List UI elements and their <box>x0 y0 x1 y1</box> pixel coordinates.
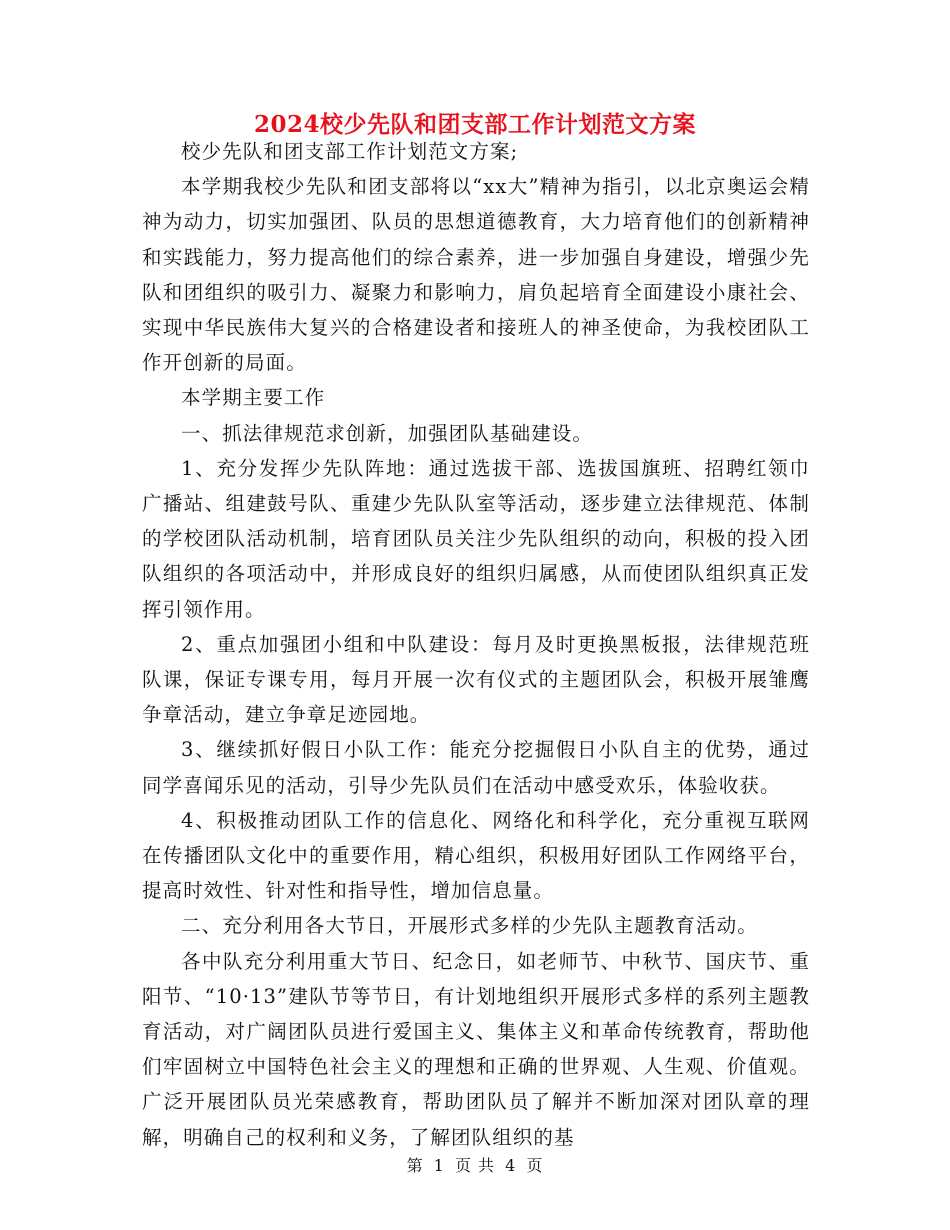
footer-total-pages: 4 <box>505 1156 517 1175</box>
footer-page-number: 1 <box>433 1156 445 1175</box>
paragraph-item-4: 4、积极推动团队工作的信息化、网络化和科学化，充分重视互联网在传播团队文化中的重要作用，精心组织，积极用好团队工作网络平台，提高时效性、针对性和指导性，增加信息量。 <box>142 808 810 903</box>
section-heading-main-work: 本学期主要工作 <box>181 386 326 410</box>
paragraph-item-3: 3、继续抓好假日小队工作：能充分挖掘假日小队自主的优势，通过同学喜闻乐见的活动，引导少先队员们在活动中感受欢乐，体验收获。 <box>142 738 810 797</box>
paragraph-item-1: 1、充分发挥少先队阵地：通过选拔干部、选拔国旗班、招聘红领巾广播站、组建鼓号队、重建少先队队室等活动，逐步建立法律规范、体制的学校团队活动机制，培育团队员关注少先队组织的动向，积极的投入团队组织的各项活动中，并形成良好的组织归属感，从而使团队组织真正发挥引领作用。 <box>142 456 810 621</box>
paragraph-item-2: 2、重点加强团小组和中队建设：每月及时更换黑板报，法律规范班队课，保证专课专用，每月开展一次有仪式的主题团队会，积极开展雏鹰争章活动，建立争章足迹园地。 <box>142 632 810 727</box>
document-title: 2024校少先队和团支部工作计划范文方案 <box>253 111 696 138</box>
section-heading-2: 二、充分利用各大节日，开展形式多样的少先队主题教育活动。 <box>181 914 758 938</box>
paragraph-festivals: 各中队充分利用重大节日、纪念日，如老师节、中秋节、国庆节、重阳节、“10·13”建队节等节日，有计划地组织开展形式多样的系列主题教育活动，对广阔团队员进行爱国主义、集体主义和革命传统教育，帮助他们牢固树立中国特色社会主义的理想和正确的世界观、人生观、价值观。广泛开展团队员光荣感教育，帮助团队员了解并不断加深对团队章的理解，明确自己的权利和义务，了解团队组织的基 <box>142 949 810 1149</box>
section-heading-1: 一、抓法律规范求创新，加强团队基础建设。 <box>181 421 594 445</box>
page-footer <box>0 1153 950 1176</box>
footer-suffix: 页 <box>526 1156 544 1175</box>
footer-prefix: 第 <box>406 1156 424 1175</box>
paragraph-intro: 校少先队和团支部工作计划范文方案; <box>181 140 519 163</box>
document-body <box>142 134 810 1155</box>
footer-middle: 页 共 <box>454 1156 496 1175</box>
paragraph-overview: 本学期我校少先队和团支部将以“xx大”精神为指引，以北京奥运会精神为动力，切实加强团、队员的思想道德教育，大力培育他们的创新精神和实践能力，努力提高他们的综合素养，进一步加强自身建设，增强少先队和团组织的吸引力、凝聚力和影响力，肩负起培育全面建设小康社会、实现中华民族伟大复兴的合格建设者和接班人的神圣使命，为我校团队工作开创新的局面。 <box>142 175 810 375</box>
